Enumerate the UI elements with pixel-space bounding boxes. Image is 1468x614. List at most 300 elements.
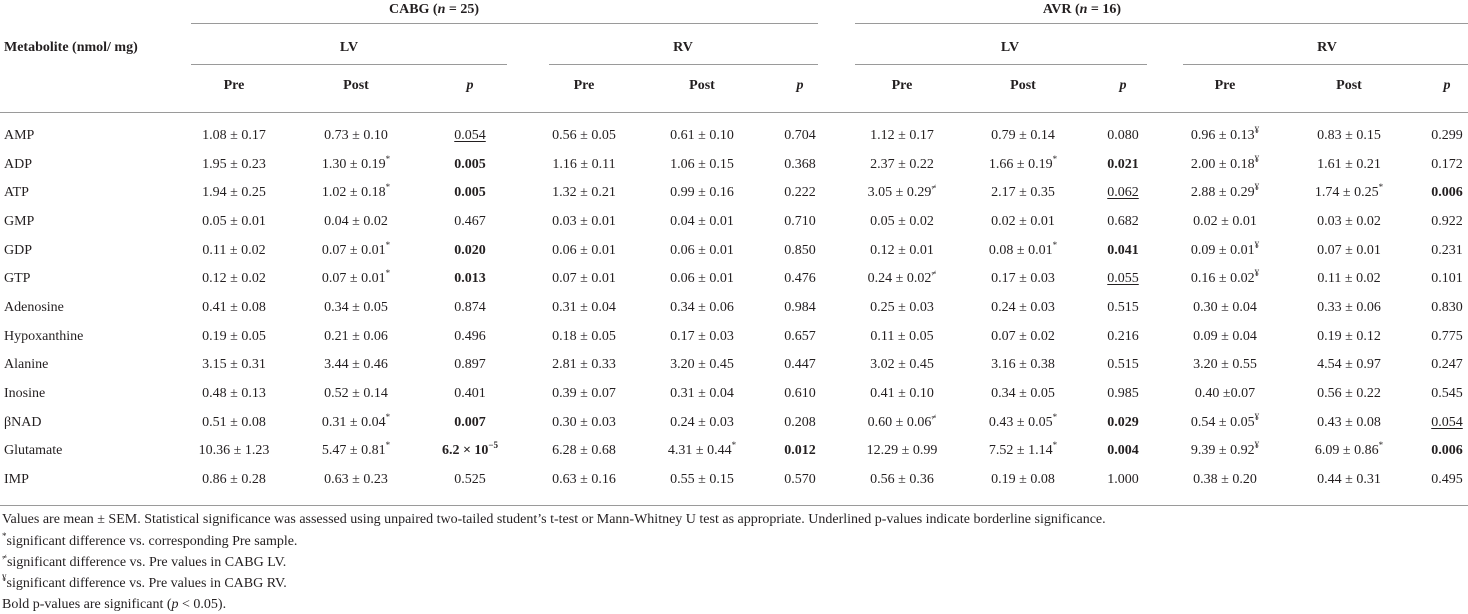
p-value-cell bbox=[1107, 386, 1139, 402]
cell-text: 0.30 ± 0.04 bbox=[1193, 300, 1257, 315]
cell-text: 0.31 ± 0.04 bbox=[552, 300, 616, 315]
p-value-cell bbox=[1107, 415, 1139, 431]
value-cell bbox=[552, 243, 616, 259]
metabolite-name: Inosine bbox=[4, 386, 46, 401]
subheader-post: Post bbox=[1010, 78, 1036, 93]
value-cell bbox=[324, 386, 388, 402]
value-cell bbox=[1317, 415, 1381, 431]
metabolite-name: βNAD bbox=[4, 415, 42, 430]
value-cell bbox=[552, 329, 616, 345]
cell-text: 0.172 bbox=[1431, 157, 1463, 172]
cell-text: 0.850 bbox=[784, 243, 816, 258]
cell-text: 0.710 bbox=[784, 214, 816, 229]
cell-text: 0.12 ± 0.02 bbox=[202, 271, 266, 286]
cell-text: 0.86 ± 0.28 bbox=[202, 472, 266, 487]
significance-marker: * bbox=[1052, 154, 1058, 164]
value-cell bbox=[870, 329, 933, 345]
p-value-cell bbox=[1431, 300, 1463, 316]
cell-text: 0.020 bbox=[454, 243, 486, 258]
metabolite-name: ADP bbox=[4, 157, 33, 172]
p-value-cell bbox=[784, 157, 816, 173]
cell-text: 1.12 ± 0.17 bbox=[870, 128, 934, 143]
value-cell bbox=[324, 357, 388, 373]
cell-text: 3.16 ± 0.38 bbox=[991, 357, 1055, 372]
cell-text: 0.03 ± 0.01 bbox=[552, 214, 616, 229]
value-cell bbox=[202, 243, 265, 259]
subheader-p: p bbox=[1443, 78, 1451, 93]
value-cell bbox=[202, 357, 266, 373]
p-value-cell bbox=[454, 415, 486, 431]
rule-avr-lv bbox=[855, 64, 1147, 65]
value-cell bbox=[552, 472, 616, 488]
value-cell bbox=[321, 154, 391, 173]
cell-text: 0.60 ± 0.06 bbox=[867, 415, 932, 430]
p-value-cell bbox=[1107, 329, 1139, 345]
cell-text: 0.17 ± 0.03 bbox=[670, 329, 734, 344]
subheader-p: p bbox=[466, 78, 474, 93]
cell-text: 0.570 bbox=[784, 472, 816, 487]
value-cell bbox=[1317, 329, 1381, 345]
significance-marker: * bbox=[385, 412, 391, 422]
value-cell bbox=[552, 185, 616, 201]
p-value-cell bbox=[1431, 214, 1463, 230]
cell-text: 0.012 bbox=[784, 443, 816, 458]
cell-text: 4.31 ± 0.44 bbox=[667, 443, 732, 458]
cell-text: 0.04 ± 0.01 bbox=[670, 214, 734, 229]
p-value-cell bbox=[784, 300, 816, 316]
value-cell bbox=[670, 415, 734, 431]
value-cell bbox=[1190, 240, 1260, 259]
cell-text: 2.17 ± 0.35 bbox=[991, 185, 1055, 200]
cell-text: 0.054 bbox=[454, 128, 486, 143]
p-value-cell bbox=[1107, 128, 1139, 144]
ventricle-header-cabg-rv: RV bbox=[673, 40, 693, 55]
group-header-cabg: CABG (n = 25) bbox=[388, 2, 480, 17]
value-cell bbox=[870, 128, 934, 144]
cell-text: 0.39 ± 0.07 bbox=[552, 386, 616, 401]
metabolite-name: Hypoxanthine bbox=[4, 329, 84, 344]
p-value-cell bbox=[784, 386, 816, 402]
cell-text: 0.05 ± 0.02 bbox=[870, 214, 934, 229]
cell-text: 0.19 ± 0.08 bbox=[991, 472, 1055, 487]
cell-text: 0.005 bbox=[454, 157, 486, 172]
cell-text: 0.73 ± 0.10 bbox=[324, 128, 388, 143]
cell-text: 0.004 bbox=[1107, 443, 1139, 458]
p-value-cell bbox=[1107, 214, 1139, 230]
cell-text: 0.11 ± 0.05 bbox=[870, 329, 934, 344]
value-cell bbox=[1314, 440, 1384, 459]
cell-text: 10.36 ± 1.23 bbox=[198, 443, 270, 458]
cell-text: 3.15 ± 0.31 bbox=[202, 357, 266, 372]
ventricle-header-cabg-lv: LV bbox=[339, 40, 359, 55]
value-cell bbox=[667, 440, 737, 459]
cell-text: 0.775 bbox=[1431, 329, 1463, 344]
cell-text: 0.79 ± 0.14 bbox=[991, 128, 1055, 143]
footnote-asterisk: *significant difference vs. corresponding Pre sample. bbox=[2, 531, 298, 549]
footnote-values: Values are mean ± SEM. Statistical significance was assessed using unpaired two-tailed student’s t-test or Mann-Whitney U test as appropriate. Underlined p-values indicate borderline significance. bbox=[2, 512, 1106, 527]
cell-text: 12.29 ± 0.99 bbox=[866, 443, 938, 458]
cell-text: 0.515 bbox=[1107, 357, 1139, 372]
cell-text: 0.101 bbox=[1431, 271, 1463, 286]
cell-text: 0.61 ± 0.10 bbox=[670, 128, 734, 143]
cell-text: 0.17 ± 0.03 bbox=[991, 271, 1055, 286]
value-cell bbox=[202, 157, 266, 173]
value-cell bbox=[988, 240, 1058, 259]
cell-text: 0.24 ± 0.02 bbox=[867, 271, 932, 286]
value-cell bbox=[202, 271, 266, 287]
metabolite-name: Glutamate bbox=[4, 443, 63, 458]
cell-text: 0.31 ± 0.04 bbox=[670, 386, 734, 401]
cell-text: 0.07 ± 0.01 bbox=[552, 271, 616, 286]
cell-text: 0.56 ± 0.36 bbox=[870, 472, 934, 487]
cell-text: 0.005 bbox=[454, 185, 486, 200]
cell-text: 0.368 bbox=[784, 157, 816, 172]
cell-text: 0.19 ± 0.12 bbox=[1317, 329, 1381, 344]
value-cell bbox=[1195, 386, 1255, 402]
footnote-not-equal: ≠significant difference vs. Pre values in CABG LV. bbox=[2, 552, 287, 570]
subheader-post: Post bbox=[689, 78, 715, 93]
value-cell bbox=[1317, 271, 1380, 287]
value-cell bbox=[991, 185, 1055, 201]
p-value-cell bbox=[454, 271, 486, 287]
subheader-pre: Pre bbox=[223, 78, 245, 93]
cell-text: 0.33 ± 0.06 bbox=[1317, 300, 1381, 315]
cell-text: 0.25 ± 0.03 bbox=[870, 300, 934, 315]
significance-marker: * bbox=[731, 440, 737, 450]
value-cell bbox=[1190, 440, 1260, 459]
cell-text: 0.24 ± 0.03 bbox=[991, 300, 1055, 315]
cell-text: 1.61 ± 0.21 bbox=[1317, 157, 1381, 172]
value-cell bbox=[552, 271, 616, 287]
value-cell bbox=[670, 185, 734, 201]
p-value-cell bbox=[1431, 157, 1463, 173]
value-cell bbox=[1317, 472, 1381, 488]
cell-text: 0.07 ± 0.02 bbox=[991, 329, 1055, 344]
cell-text: 0.03 ± 0.02 bbox=[1317, 214, 1381, 229]
cell-text: 0.16 ± 0.02 bbox=[1190, 271, 1255, 286]
significance-marker: * bbox=[1378, 440, 1384, 450]
p-value-cell bbox=[454, 214, 486, 230]
subheader-post: Post bbox=[343, 78, 369, 93]
cell-text: 0.43 ± 0.05 bbox=[988, 415, 1053, 430]
cell-text: 0.657 bbox=[784, 329, 816, 344]
p-value-cell bbox=[454, 386, 486, 402]
cell-text: 0.63 ± 0.23 bbox=[324, 472, 388, 487]
p-value-cell bbox=[1431, 472, 1463, 488]
value-cell bbox=[552, 300, 616, 316]
value-cell bbox=[991, 128, 1055, 144]
cell-text: 0.055 bbox=[1107, 271, 1139, 286]
cell-text: 0.34 ± 0.06 bbox=[670, 300, 734, 315]
value-cell bbox=[870, 386, 934, 402]
p-value-cell bbox=[1107, 443, 1139, 459]
value-cell bbox=[202, 415, 266, 431]
significance-marker: ≠ bbox=[931, 268, 937, 278]
value-cell bbox=[870, 157, 934, 173]
rule-avr-rv bbox=[1183, 64, 1468, 65]
value-cell bbox=[1193, 329, 1257, 345]
p-value-cell bbox=[454, 357, 486, 373]
cell-text: 0.447 bbox=[784, 357, 816, 372]
rule-cabg-lv bbox=[191, 64, 507, 65]
value-cell bbox=[324, 472, 388, 488]
p-value-cell bbox=[1107, 300, 1139, 316]
p-value-cell bbox=[454, 329, 486, 345]
rule-avr bbox=[855, 23, 1468, 24]
p-value-cell bbox=[784, 128, 816, 144]
p-value-cell bbox=[1107, 472, 1139, 488]
value-cell bbox=[867, 268, 937, 287]
value-cell bbox=[1190, 125, 1260, 144]
cell-text: 2.00 ± 0.18 bbox=[1190, 157, 1255, 172]
value-cell bbox=[991, 357, 1055, 373]
cell-text: 4.54 ± 0.97 bbox=[1317, 357, 1381, 372]
metabolite-name: GTP bbox=[4, 271, 31, 286]
value-cell bbox=[202, 185, 266, 201]
value-cell bbox=[867, 182, 937, 201]
metabolite-name: Adenosine bbox=[4, 300, 64, 315]
value-cell bbox=[867, 443, 938, 459]
cell-text: 0.467 bbox=[454, 214, 486, 229]
value-cell bbox=[199, 443, 270, 459]
value-cell bbox=[867, 412, 937, 431]
value-cell bbox=[1190, 154, 1260, 173]
value-cell bbox=[552, 157, 615, 173]
cell-text: 0.43 ± 0.08 bbox=[1317, 415, 1381, 430]
bottom-rule bbox=[0, 505, 1468, 506]
cell-text: 0.984 bbox=[784, 300, 816, 315]
cell-text: 0.83 ± 0.15 bbox=[1317, 128, 1381, 143]
p-value-cell bbox=[1431, 128, 1463, 144]
ventricle-header-avr-lv: LV bbox=[1000, 40, 1020, 55]
value-cell bbox=[321, 240, 391, 259]
cell-text: 0.401 bbox=[454, 386, 486, 401]
significance-marker: * bbox=[385, 240, 391, 250]
metabolite-name: IMP bbox=[4, 472, 29, 487]
subheader-p: p bbox=[796, 78, 804, 93]
subheader-pre: Pre bbox=[1214, 78, 1236, 93]
cell-text: 0.704 bbox=[784, 128, 816, 143]
p-value-cell bbox=[1431, 271, 1463, 287]
cell-text: 0.18 ± 0.05 bbox=[552, 329, 616, 344]
cell-text: 3.44 ± 0.46 bbox=[324, 357, 388, 372]
p-value-cell bbox=[454, 472, 486, 488]
cell-text: 9.39 ± 0.92 bbox=[1190, 443, 1255, 458]
p-value-cell bbox=[441, 440, 499, 459]
significance-marker: * bbox=[1052, 412, 1058, 422]
cell-text: 0.34 ± 0.05 bbox=[324, 300, 388, 315]
p-value-cell bbox=[1431, 386, 1463, 402]
cell-text: 0.02 ± 0.01 bbox=[991, 214, 1055, 229]
value-cell bbox=[670, 300, 734, 316]
cell-text: 0.44 ± 0.31 bbox=[1317, 472, 1381, 487]
p-value-cell bbox=[784, 214, 816, 230]
p-value-cell bbox=[1107, 243, 1139, 259]
cell-text: 0.41 ± 0.10 bbox=[870, 386, 934, 401]
value-cell bbox=[1317, 157, 1381, 173]
p-value-cell bbox=[1107, 185, 1139, 201]
value-cell bbox=[202, 128, 266, 144]
cell-text: 0.299 bbox=[1431, 128, 1463, 143]
value-cell bbox=[321, 182, 391, 201]
group-header-avr: AVR (n = 16) bbox=[1042, 2, 1122, 17]
metabolite-name: ATP bbox=[4, 185, 29, 200]
cell-text: 0.610 bbox=[784, 386, 816, 401]
significance-marker: * bbox=[385, 182, 391, 192]
value-cell bbox=[670, 472, 734, 488]
value-cell bbox=[670, 271, 734, 287]
cell-text: 0.682 bbox=[1107, 214, 1139, 229]
value-cell bbox=[202, 300, 266, 316]
cell-text: 0.63 ± 0.16 bbox=[552, 472, 616, 487]
subheader-pre: Pre bbox=[573, 78, 595, 93]
value-cell bbox=[1190, 412, 1260, 431]
significance-marker: * bbox=[1378, 182, 1384, 192]
value-cell bbox=[670, 386, 734, 402]
significance-marker: ≠ bbox=[931, 182, 937, 192]
value-cell bbox=[324, 128, 388, 144]
cell-text: 0.56 ± 0.05 bbox=[552, 128, 616, 143]
cell-text: 0.07 ± 0.01 bbox=[321, 271, 386, 286]
significance-marker: ¥ bbox=[1254, 412, 1260, 422]
cell-text: 0.545 bbox=[1431, 386, 1463, 401]
cell-text: 0.11 ± 0.02 bbox=[1317, 271, 1381, 286]
value-cell bbox=[991, 472, 1055, 488]
cell-text: 0.41 ± 0.08 bbox=[202, 300, 266, 315]
cell-text: 0.525 bbox=[454, 472, 486, 487]
cell-text: 0.06 ± 0.01 bbox=[670, 243, 734, 258]
value-cell bbox=[324, 214, 388, 230]
cell-text: 0.34 ± 0.05 bbox=[991, 386, 1055, 401]
p-value-cell bbox=[784, 472, 816, 488]
significance-marker: ¥ bbox=[1254, 440, 1260, 450]
value-cell bbox=[202, 472, 266, 488]
p-value-cell bbox=[1431, 243, 1463, 259]
cell-text: 1.66 ± 0.19 bbox=[988, 157, 1053, 172]
cell-text: 0.12 ± 0.01 bbox=[870, 243, 934, 258]
significance-marker: ¥ bbox=[1254, 268, 1260, 278]
cell-text: 6.2 × 10 bbox=[441, 443, 489, 458]
cell-text: 0.99 ± 0.16 bbox=[670, 185, 734, 200]
p-value-cell bbox=[454, 157, 486, 173]
cell-text: 3.02 ± 0.45 bbox=[870, 357, 934, 372]
cell-text: 0.07 ± 0.01 bbox=[321, 243, 386, 258]
cell-text: 0.11 ± 0.02 bbox=[202, 243, 266, 258]
cell-text: 1.16 ± 0.11 bbox=[552, 157, 616, 172]
footnote-bold: Bold p-values are significant (p < 0.05). bbox=[2, 597, 227, 612]
cell-text: 0.48 ± 0.13 bbox=[202, 386, 266, 401]
value-cell bbox=[1193, 214, 1257, 230]
value-cell bbox=[670, 329, 734, 345]
metabolite-name: Alanine bbox=[4, 357, 49, 372]
significance-marker: * bbox=[1052, 240, 1058, 250]
cell-text: 0.216 bbox=[1107, 329, 1139, 344]
cell-text: 2.37 ± 0.22 bbox=[870, 157, 934, 172]
p-value-cell bbox=[1107, 271, 1139, 287]
value-cell bbox=[1314, 182, 1384, 201]
value-cell bbox=[670, 128, 734, 144]
cell-text: 0.08 ± 0.01 bbox=[988, 243, 1053, 258]
value-cell bbox=[321, 268, 391, 287]
value-cell bbox=[552, 386, 616, 402]
cell-text: 0.52 ± 0.14 bbox=[324, 386, 388, 401]
value-cell bbox=[670, 214, 734, 230]
significance-marker: ≠ bbox=[931, 412, 937, 422]
subheader-post: Post bbox=[1336, 78, 1362, 93]
cell-text: 0.04 ± 0.02 bbox=[324, 214, 388, 229]
metabolite-name: AMP bbox=[4, 128, 35, 143]
value-cell bbox=[1317, 357, 1381, 373]
cell-text: 0.013 bbox=[454, 271, 486, 286]
significance-marker: * bbox=[385, 154, 391, 164]
value-cell bbox=[1317, 243, 1381, 259]
cell-text: 1.74 ± 0.25 bbox=[1314, 185, 1379, 200]
cell-text: 0.208 bbox=[784, 415, 816, 430]
cell-text: 0.19 ± 0.05 bbox=[202, 329, 266, 344]
significance-marker: ¥ bbox=[1254, 182, 1260, 192]
subheader-p: p bbox=[1119, 78, 1127, 93]
value-cell bbox=[202, 329, 266, 345]
cell-text: 1.32 ± 0.21 bbox=[552, 185, 616, 200]
value-cell bbox=[670, 357, 734, 373]
cell-text: 5.47 ± 0.81 bbox=[321, 443, 386, 458]
p-value-cell bbox=[784, 271, 816, 287]
cell-text: 0.54 ± 0.05 bbox=[1190, 415, 1255, 430]
value-cell bbox=[1193, 300, 1257, 316]
cell-text: 3.20 ± 0.55 bbox=[1193, 357, 1257, 372]
value-cell bbox=[870, 357, 934, 373]
metabolite-name: GMP bbox=[4, 214, 35, 229]
value-cell bbox=[870, 214, 934, 230]
p-value-cell bbox=[784, 185, 816, 201]
significance-marker: * bbox=[385, 268, 391, 278]
value-cell bbox=[1190, 182, 1260, 201]
value-cell bbox=[202, 386, 266, 402]
p-value-cell bbox=[784, 357, 816, 373]
header-rule bbox=[0, 112, 1468, 113]
cell-text: 0.041 bbox=[1107, 243, 1139, 258]
value-cell bbox=[988, 412, 1058, 431]
cell-text: 0.006 bbox=[1431, 443, 1463, 458]
p-value-cell bbox=[454, 185, 486, 201]
p-value-cell bbox=[784, 329, 816, 345]
cell-text: 0.062 bbox=[1107, 185, 1139, 200]
cell-text: 0.495 bbox=[1431, 472, 1463, 487]
cell-text: 1.08 ± 0.17 bbox=[202, 128, 266, 143]
cell-text: 0.51 ± 0.08 bbox=[202, 415, 266, 430]
cell-text: 0.054 bbox=[1431, 415, 1463, 430]
cell-text: 0.007 bbox=[454, 415, 486, 430]
p-value-cell bbox=[454, 300, 486, 316]
value-cell bbox=[991, 329, 1055, 345]
cell-text: 0.09 ± 0.04 bbox=[1193, 329, 1257, 344]
p-value-cell bbox=[784, 415, 816, 431]
cell-text: 1.30 ± 0.19 bbox=[321, 157, 386, 172]
value-cell bbox=[321, 412, 391, 431]
significance-marker: * bbox=[1052, 440, 1058, 450]
value-cell bbox=[991, 300, 1055, 316]
cell-text: 0.231 bbox=[1431, 243, 1463, 258]
cell-text: 0.029 bbox=[1107, 415, 1139, 430]
p-value-cell bbox=[1107, 357, 1139, 373]
cell-text: 0.56 ± 0.22 bbox=[1317, 386, 1381, 401]
value-cell bbox=[552, 128, 616, 144]
value-cell bbox=[1317, 300, 1381, 316]
value-cell bbox=[870, 243, 934, 259]
rule-cabg bbox=[191, 23, 818, 24]
value-cell bbox=[202, 214, 266, 230]
cell-text: 0.021 bbox=[1107, 157, 1139, 172]
